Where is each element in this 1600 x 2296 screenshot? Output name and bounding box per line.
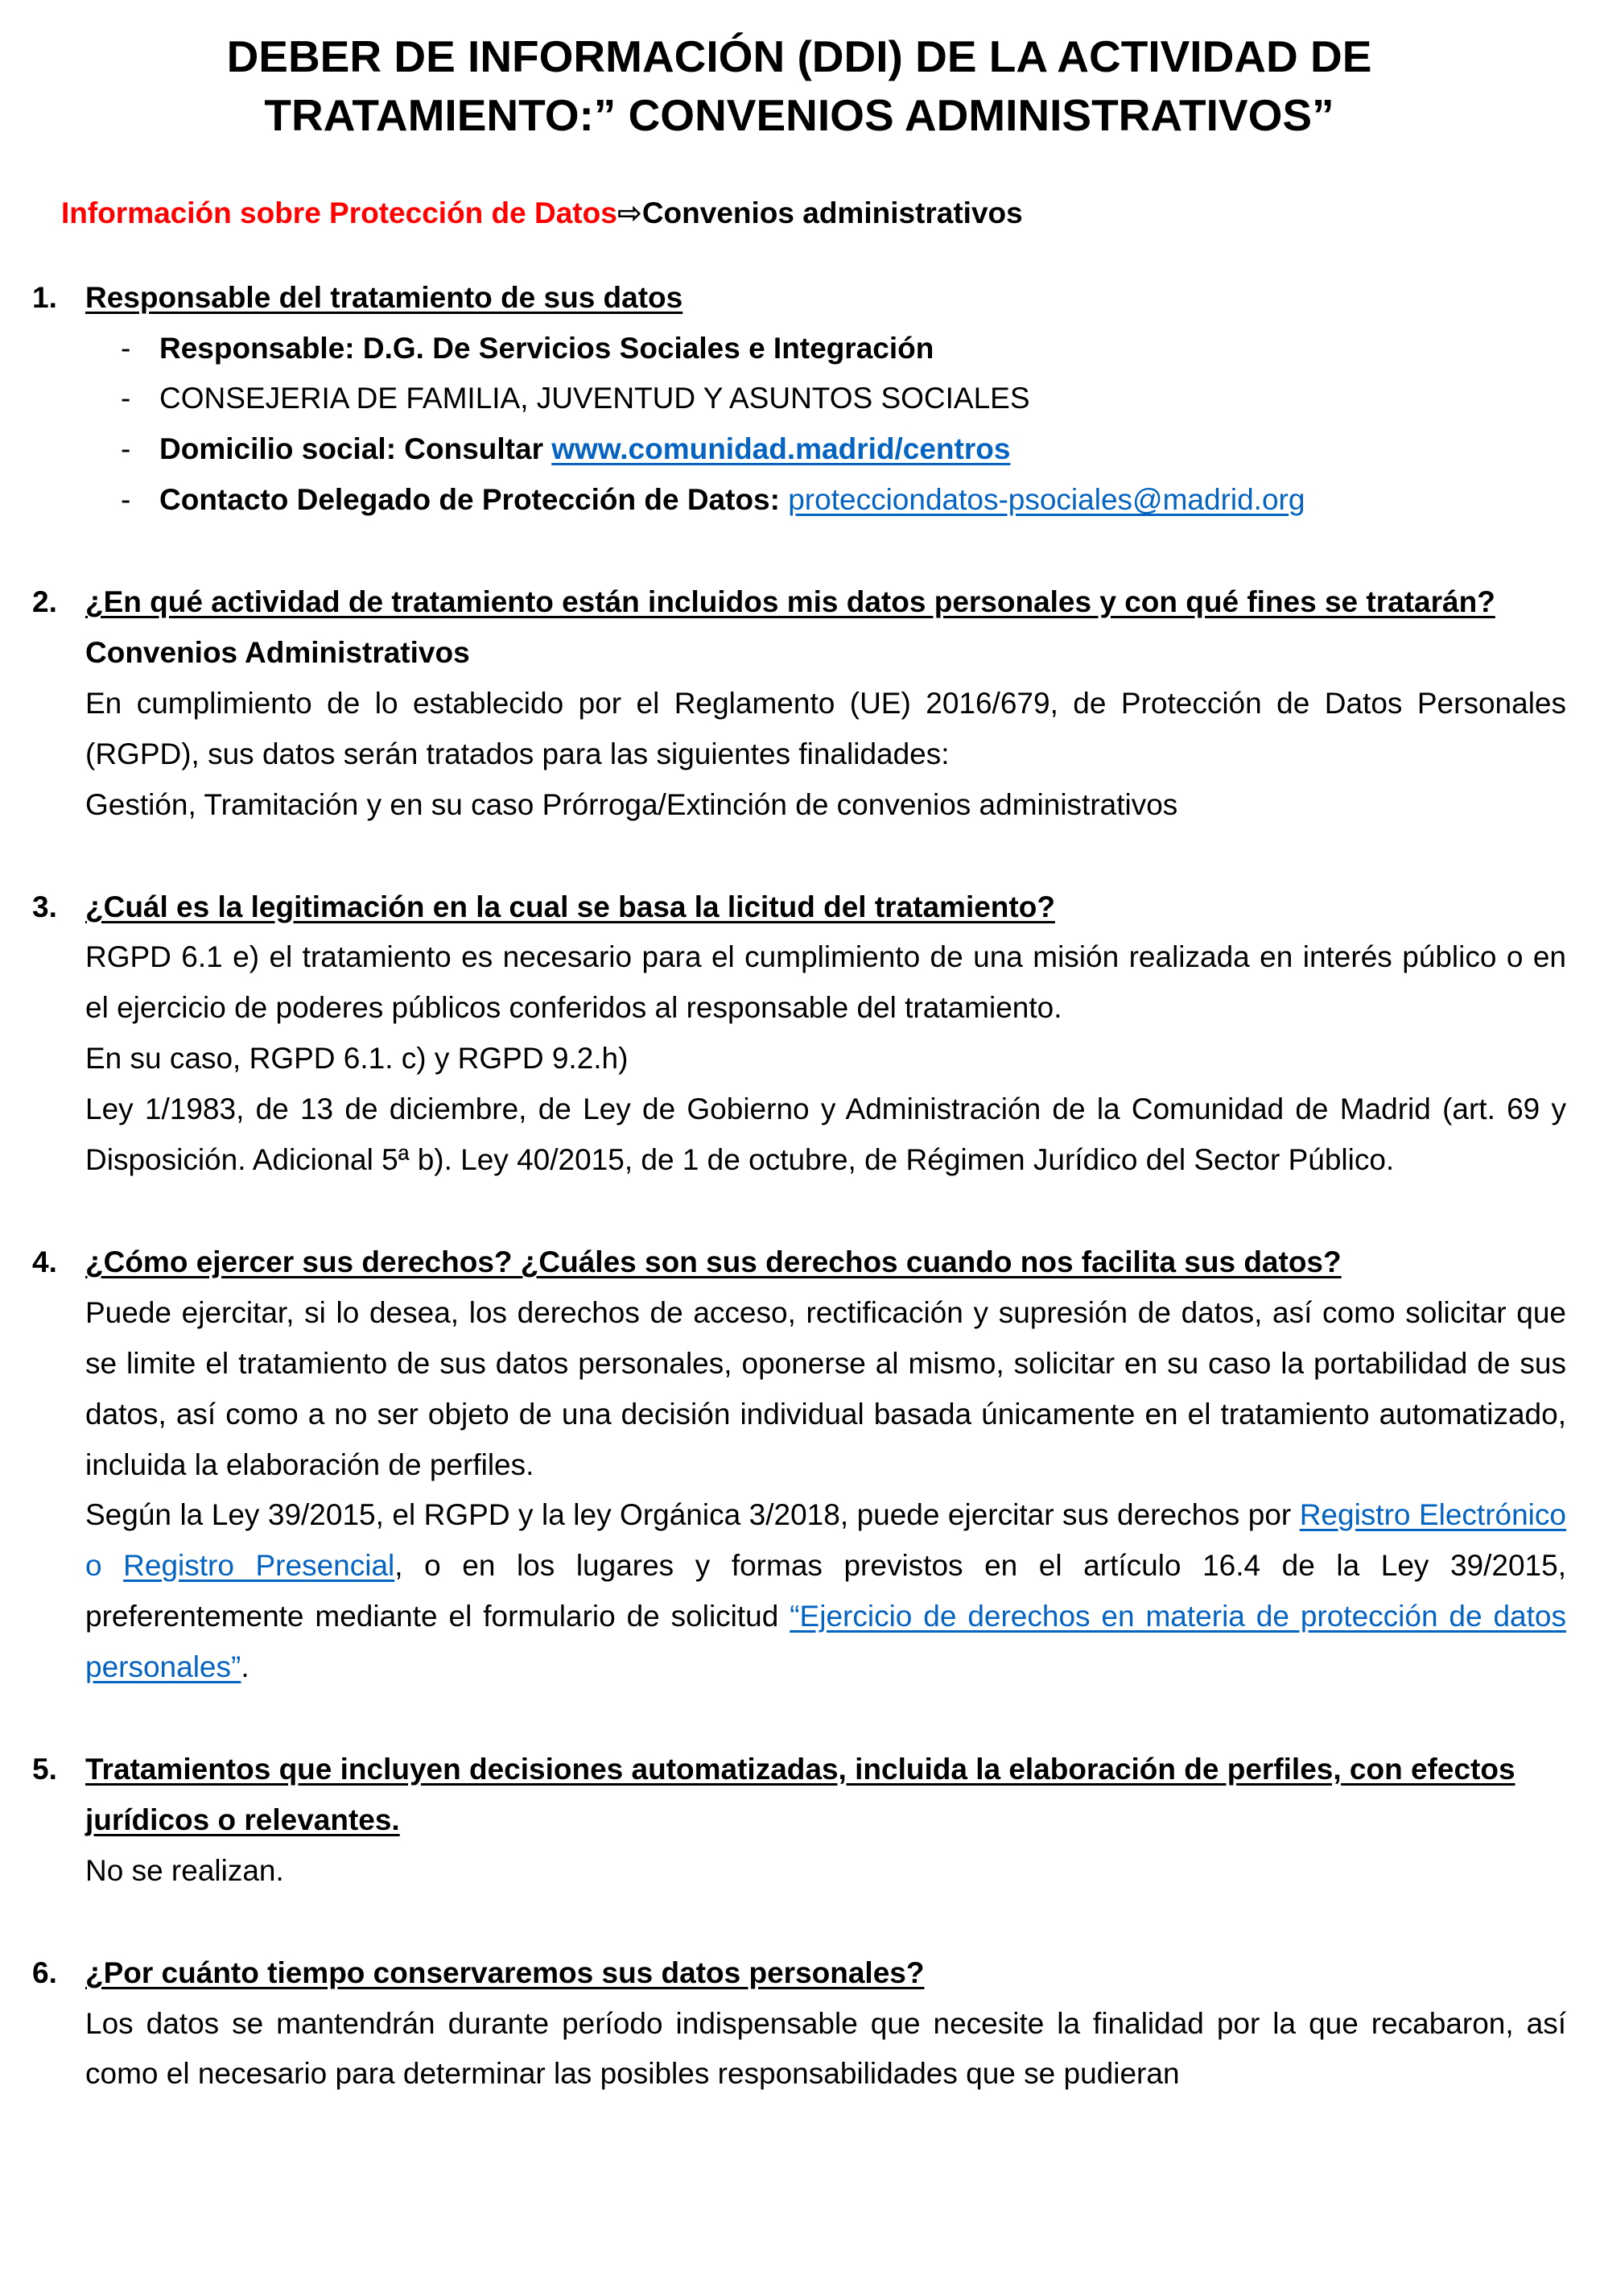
document-title — [32, 27, 1566, 144]
section-heading: Tratamientos que incluyen decisiones automatizadas, incluida la elaboración de perfiles, con efectos jurídicos o relevantes. — [85, 1752, 1515, 1836]
paragraph: En cumplimiento de lo establecido por el Reglamento (UE) 2016/679, de Protección de Datos Personales (RGPD), sus datos serán tratados para las siguientes finalidades: — [85, 686, 1566, 770]
section-decisiones-automatizadas — [32, 1745, 1566, 1897]
section-number: 4. — [32, 1245, 57, 1278]
title-line-2: TRATAMIENTO:” CONVENIOS ADMINISTRATIVOS” — [264, 89, 1334, 140]
section-derechos — [32, 1237, 1566, 1693]
list-item-text: Responsable: D.G. De Servicios Sociales e Integración — [159, 331, 934, 365]
dash-bullet: - — [121, 331, 131, 365]
registro-presencial-link[interactable]: Registro Presencial — [123, 1549, 395, 1583]
section-actividad-tratamiento — [32, 577, 1566, 830]
section-heading: ¿Cuál es la legitimación en la cual se basa la licitud del tratamiento? — [85, 890, 1055, 923]
paragraph: En su caso, RGPD 6.1. c) y RGPD 9.2.h) — [85, 1042, 629, 1076]
comunidad-madrid-link[interactable]: www.comunidad.madrid/centros — [551, 432, 1011, 466]
domicilio-label: Domicilio social: Consultar — [159, 432, 552, 466]
intro-line — [61, 191, 1566, 236]
paragraph: Los datos se mantendrán durante período indispensable que necesite la finalidad por la que recabaron, así como el necesario para determinar las posibles responsabilidades que se pudieran — [85, 2006, 1566, 2091]
title-line-1: DEBER DE INFORMACIÓN (DDI) DE LA ACTIVIDAD DE — [226, 31, 1372, 81]
list-item-text — [159, 475, 1566, 526]
section-legitimacion — [32, 882, 1566, 1186]
section-number: 1. — [32, 280, 57, 314]
dash-bullet: - — [121, 432, 131, 466]
list-item-text — [159, 424, 1566, 475]
section-heading: Responsable del tratamiento de sus datos — [85, 280, 683, 314]
section-heading: ¿En qué actividad de tratamiento están incluidos mis datos personales y con qué fines se tratarán? — [85, 585, 1495, 619]
dpd-email-link[interactable]: protecciondatos-psociales@madrid.org — [788, 483, 1305, 517]
section-number: 5. — [32, 1752, 57, 1786]
dash-bullet: - — [121, 382, 131, 415]
paragraph: RGPD 6.1 e) el tratamiento es necesario para el cumplimiento de una misión realizada en interés público o en el ejercicio de poderes públicos conferidos al responsable del tratamiento. — [85, 940, 1566, 1025]
paragraph: Ley 1/1983, de 13 de diciembre, de Ley de Gobierno y Administración de la Comunidad de Madrid (art. 69 y Disposición. Adicional 5ª b). Ley 40/2015, de 1 de octubre, de Régimen Jurídico del Sector Público. — [85, 1092, 1566, 1177]
list-item-contacto-dpd — [121, 475, 1566, 526]
contacto-dpd-label: Contacto Delegado de Protección de Datos: — [159, 483, 789, 517]
section-responsable — [32, 273, 1566, 526]
paragraph-text: , o en los lugares y formas previstos en el artículo 16.4 de la Ley 39/2015, preferentemente mediante el formulario de solicitud — [85, 1549, 1566, 1633]
paragraph: No se realizan. — [85, 1853, 284, 1887]
section-conservacion-datos — [32, 1948, 1566, 2100]
ejercicio-derechos-link[interactable]: “Ejercicio de derechos en materia de protección de datos personales” — [85, 1600, 1566, 1684]
arrow-right-icon: ⇨ — [616, 196, 642, 230]
section-heading: ¿Por cuánto tiempo conservaremos sus datos personales? — [85, 1955, 925, 1989]
paragraph-text: Según la Ley 39/2015, el RGPD y la ley Orgánica 3/2018, puede ejercitar sus derechos por — [85, 1498, 1300, 1532]
list-item-responsable — [121, 324, 1566, 374]
paragraph-text: o — [85, 1549, 124, 1583]
paragraph: Puede ejercitar, si lo desea, los derechos de acceso, rectificación y supresión de datos, así como solicitar que se limite el tratamiento de sus datos personales, oponerse al mismo, solicitar en su caso la portabilidad de sus datos, así como a no ser objeto de una decisión individual basada únicamente en el tratamiento automatizado, incluida la elaboración de perfiles. — [85, 1295, 1566, 1481]
section-heading: ¿Cómo ejercer sus derechos? ¿Cuáles son sus derechos cuando nos facilita sus datos? — [85, 1245, 1342, 1278]
section-subheading: Convenios Administrativos — [85, 636, 470, 670]
paragraph: Gestión, Tramitación y en su caso Prórroga/Extinción de convenios administrativos — [85, 787, 1178, 821]
paragraph-text: . — [241, 1650, 249, 1684]
list-item-text: CONSEJERIA DE FAMILIA, JUVENTUD Y ASUNTOS SOCIALES — [159, 382, 1030, 415]
dash-bullet: - — [121, 483, 131, 517]
section-number: 2. — [32, 585, 57, 619]
paragraph-with-links — [85, 1490, 1566, 1693]
intro-topic: Convenios administrativos — [641, 196, 1023, 230]
list-item-domicilio — [121, 424, 1566, 475]
registro-electronico-link[interactable]: Registro Electrónico — [1299, 1498, 1566, 1532]
section-number: 6. — [32, 1955, 57, 1989]
intro-red-label: Información sobre Protección de Datos — [61, 196, 617, 230]
section-number: 3. — [32, 890, 57, 923]
list-item-consejeria — [121, 374, 1566, 424]
